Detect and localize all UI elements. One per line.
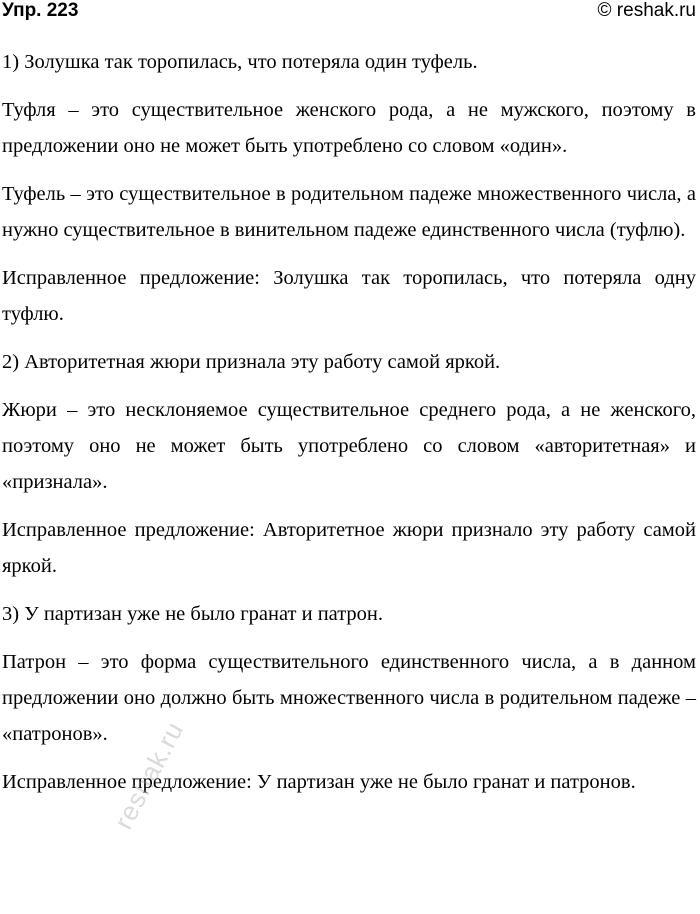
task-3-corrected: Исправленное предложение: У партизан уже не было гранат и патронов. [2,771,636,793]
task-1-explanation-1: Туфля – это существительное женского рода, а не мужского, поэтому в предложении оно не может быть употреблено со словом «один». [2,99,696,157]
task-1-corrected: Исправленное предложение: Золушка так торопилась, что потеряла одну туфлю. [2,267,696,325]
task-2-corrected: Исправленное предложение: Авторитетное жюри признало эту работу самой яркой. [2,519,696,577]
task-1-explanation-2: Туфель – это существительное в родительном падеже множественного числа, а нужно существительное в винительном падеже единственного числа (туфлю). [2,183,696,241]
task-2-explanation: Жюри – это несклоняемое существительное среднего рода, а не женского, поэтому оно не может быть употреблено со словом «авторитетная» и «признала». [2,399,696,493]
solution-text [2,44,696,812]
task-3-explanation: Патрон – это форма существительного единственного числа, а в данном предложении оно должно быть множественного числа в родительном падеже – «патронов». [2,651,696,745]
task-2-sentence: 2) Авторитетная жюри признала эту работу самой яркой. [2,351,501,373]
copyright-label: © reshak.ru [597,0,696,21]
watermark: reshak.ru [108,716,190,835]
task-1-sentence: 1) Золушка так торопилась, что потеряла один туфель. [2,51,478,73]
exercise-title: Упр. 223 [2,0,79,21]
page-header [0,0,700,26]
task-3-sentence: 3) У партизан уже не было гранат и патрон. [2,603,384,625]
